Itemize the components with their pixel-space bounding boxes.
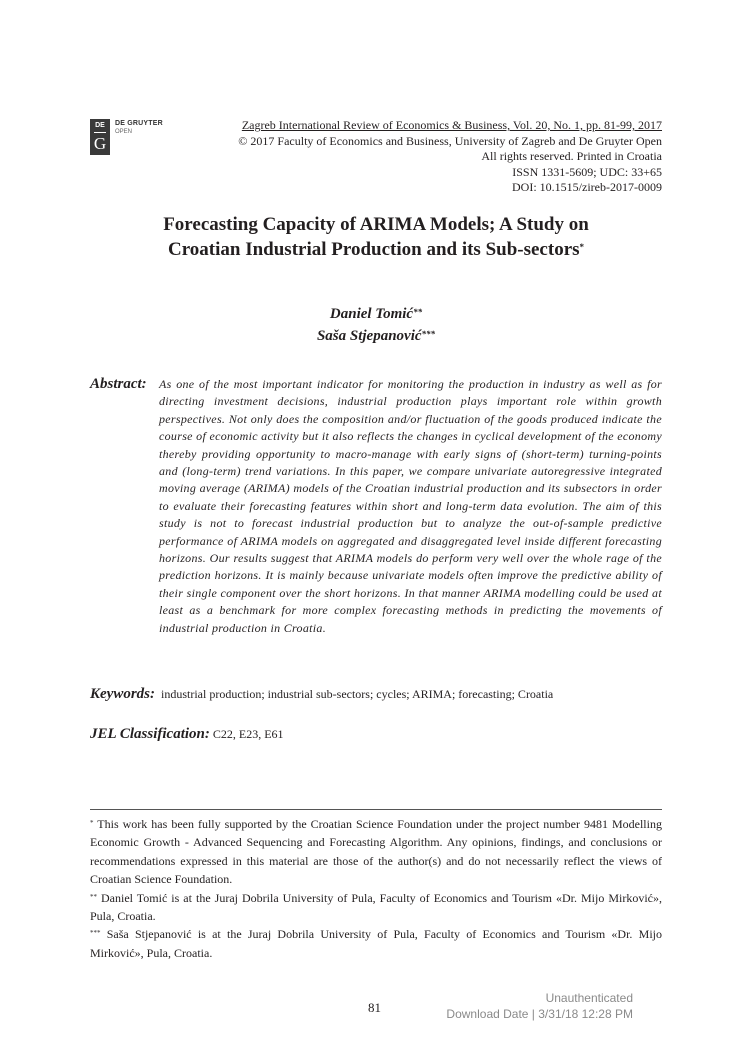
publisher-logo bbox=[90, 119, 163, 155]
author-name: Daniel Tomić bbox=[329, 306, 414, 322]
author-name: Saša Stjepanović bbox=[316, 328, 422, 344]
jel-label: JEL Classification: bbox=[90, 726, 210, 742]
footnote-text: Saša Stjepanović is at the Juraj Dobrila University of Pula, Faculty of Economics and Tourism «Dr. Mijo Mirković», Pula, Croatia. bbox=[90, 927, 663, 960]
issn-line: ISSN 1331-5609; UDC: 33+65 bbox=[512, 164, 662, 179]
watermark-date: Download Date | 3/31/18 12:28 PM bbox=[446, 1007, 633, 1021]
logo-mark bbox=[90, 119, 110, 155]
keywords bbox=[90, 686, 553, 703]
keywords-text: industrial production; industrial sub-sectors; cycles; ARIMA; forecasting; Croatia bbox=[161, 687, 554, 701]
footnote bbox=[90, 889, 662, 926]
footnote-mark: * bbox=[90, 819, 94, 827]
journal-citation[interactable]: Zagreb International Review of Economics & Business, Vol. 20, No. 1, pp. 81-99, 2017 bbox=[241, 118, 662, 132]
logo-publisher: DE GRUYTER bbox=[115, 120, 163, 127]
rights-line: All rights reserved. Printed in Croatia bbox=[481, 149, 662, 164]
author-footnote-mark[interactable]: *** bbox=[421, 329, 436, 339]
author-footnote-mark[interactable]: ** bbox=[413, 307, 423, 317]
abstract-text: As one of the most important indicator for monitoring the production in industry as well as for directing investment decisions, industrial production plays important role within growth perspectives. Not only does the composition and/or fluctuation of the goods produced indicate the course of economic activity but it also reflects the changes in cyclical development of the economy thereby providing opportunity to macro-manage with early signs of (short-term) turning-points and (long-term) trend variations. In this paper, we compare univariate autoregressive integrated moving average (ARIMA) models of the Croatian industrial production and its subsectors in order to evaluate their forecasting features within short and long-term data evolution. The aim of this study is not to forecast industrial production but to analyze the out-of-sample predictive performance of ARIMA models on aggregated and disaggregated level inside different forecasting horizons. Our results suggest that ARIMA models do perform very well over the whole rage of the prediction horizons. It is mainly because univariate models often improve the predictive ability of their single component over the short horizons. In that manner ARIMA modelling could be used at least as a benchmark for more complex forecasting methods in predicting the movements of industrial production in Croatia. bbox=[159, 377, 662, 635]
journal-header bbox=[238, 118, 662, 196]
title-footnote-mark[interactable]: * bbox=[579, 242, 585, 252]
abstract bbox=[90, 376, 662, 637]
download-watermark bbox=[446, 990, 633, 1022]
page-number: 81 bbox=[368, 1000, 381, 1015]
keywords-label: Keywords: bbox=[90, 686, 155, 702]
abstract-label: Abstract: bbox=[90, 376, 147, 392]
footnote bbox=[90, 925, 662, 962]
footnote-mark: *** bbox=[90, 929, 101, 938]
title-line-2: Croatian Industrial Production and its Sub-sectors bbox=[167, 239, 580, 260]
logo-text bbox=[115, 120, 163, 136]
logo-de: DE bbox=[95, 122, 105, 129]
copyright-line: © 2017 Faculty of Economics and Business, University of Zagreb and De Gruyter Open bbox=[238, 133, 662, 148]
footnote-text: Daniel Tomić is at the Juraj Dobrila University of Pula, Faculty of Economics and Tourism «Dr. Mijo Mirković», Pula, Croatia. bbox=[90, 890, 663, 924]
logo-open: OPEN bbox=[115, 129, 133, 135]
footnote-mark: ** bbox=[90, 892, 97, 901]
footnotes bbox=[90, 815, 662, 962]
jel-classification bbox=[90, 726, 284, 743]
logo-divider bbox=[94, 132, 106, 133]
footnote-text: This work has been fully supported by the Croatian Science Foundation under the project number 9481 Modelling Economic Growth - Advanced Sequencing and Forecasting Algorithm. Any opinions, findings, and conclusions or recommendations expressed in this material are those of the author(s) and do not necessarily reflect the views of Croatian Science Foundation. bbox=[90, 817, 662, 887]
title-line-1: Forecasting Capacity of ARIMA Models; A Study on bbox=[163, 214, 589, 235]
footnote bbox=[90, 815, 662, 889]
doi-line: DOI: 10.1515/zireb-2017-0009 bbox=[512, 180, 662, 195]
paper-title bbox=[90, 212, 662, 262]
jel-codes: C22, E23, E61 bbox=[212, 727, 284, 741]
footnote-divider bbox=[90, 809, 662, 810]
watermark-status: Unauthenticated bbox=[545, 991, 633, 1005]
logo-g: G bbox=[93, 134, 107, 153]
author-list bbox=[90, 303, 662, 347]
